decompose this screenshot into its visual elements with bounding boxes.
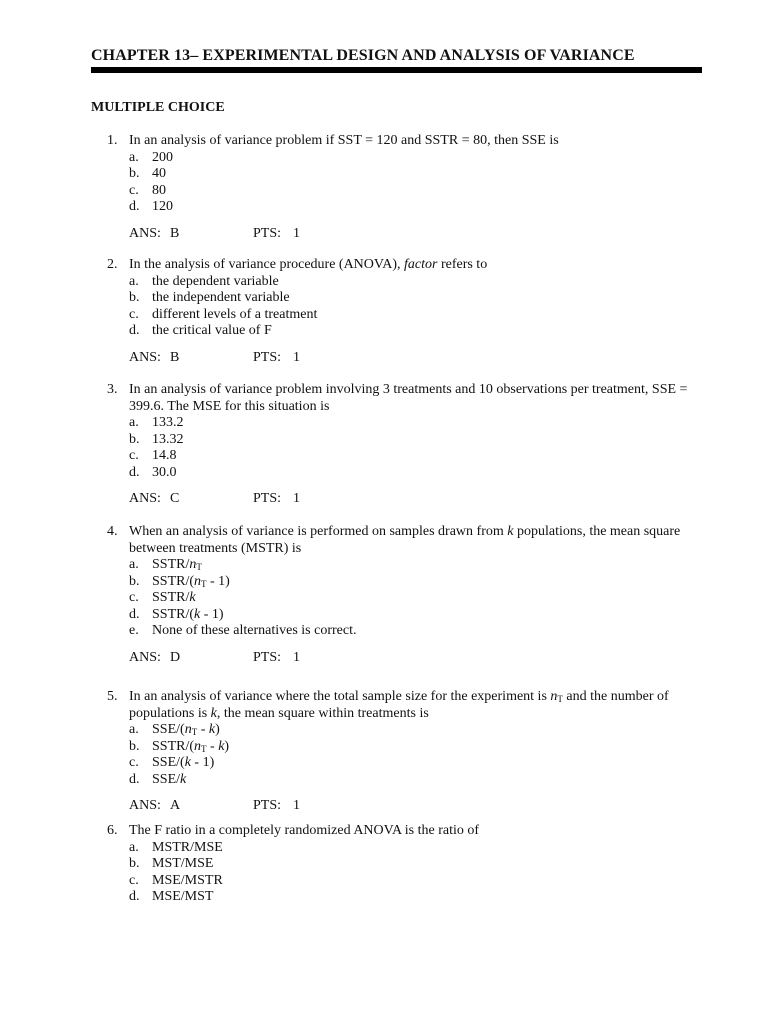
answer-value: B [170,225,180,241]
answer-key-line [91,226,702,243]
question-number: 2. [107,257,118,272]
answer-label: ANS: [129,649,161,665]
option-letter: b. [129,856,140,871]
question-stem-line [91,133,702,150]
points-value: 1 [293,349,300,365]
question-number: 1. [107,133,118,148]
option-text: the independent variable [152,290,290,305]
option-text: SSE/k [152,771,187,787]
option-text: 120 [152,199,173,214]
answer-value: C [170,491,180,506]
option-letter: b. [129,166,140,181]
question-number: 6. [107,823,118,838]
option-letter: d. [129,464,140,480]
answer-key-line [91,650,702,667]
question-stem-line [91,689,702,706]
question-stem-line [91,541,702,558]
option-letter: b. [129,431,140,447]
option-letter: d. [129,889,140,904]
option-text: SSTR/$n_T$ [152,557,202,572]
answer-option [91,607,702,624]
question-number: 5. [107,689,118,704]
option-letter: a. [129,273,139,289]
question-text: populations is k, the mean square within treatments is [129,705,429,721]
option-text: SSTR/$(n_T - 1)$ [152,573,230,589]
question-3 [91,382,702,506]
question-stem-line [91,524,702,541]
answer-key-line [91,350,702,367]
answer-option [91,557,702,574]
section-heading: MULTIPLE CHOICE [91,100,225,115]
option-letter: c. [129,448,139,463]
question-4 [91,524,702,665]
answer-option [91,856,702,873]
question-stem-line [91,399,702,416]
question-stem-line [91,706,702,723]
option-text: MST/MSE [152,856,214,871]
option-letter: e. [129,623,139,638]
option-text: SSE/(k - 1) [152,755,215,770]
answer-option [91,739,702,756]
option-letter: a. [129,839,139,855]
question-1 [91,133,702,241]
points-value: 1 [293,491,300,506]
option-letter: a. [129,557,139,572]
option-letter: a. [129,415,139,430]
answer-option [91,274,702,291]
option-text: 40 [152,166,166,181]
option-letter: c. [129,755,139,770]
answer-key-line [91,798,702,815]
question-text: When an analysis of variance is performed on samples drawn from k populations, the mean square [129,524,681,539]
question-text: In an analysis of variance where the total sample size for the experiment is $n_T$ and the number of [129,689,669,704]
option-letter: d. [129,771,140,787]
answer-option [91,889,702,906]
points-label: PTS: [253,798,282,813]
answer-option [91,415,702,432]
option-letter: a. [129,149,139,165]
answer-option [91,722,702,739]
option-text: SSTR/(k - 1) [152,606,224,622]
points-value: 1 [293,649,300,665]
answer-option [91,448,702,465]
points-value: 1 [293,798,300,813]
answer-label: ANS: [129,491,161,506]
points-label: PTS: [253,349,282,365]
answer-label: ANS: [129,349,161,365]
points-label: PTS: [253,491,282,506]
answer-option [91,150,702,167]
option-text: SSE/$(n_T - k)$ [152,722,220,737]
option-text: MSE/MST [152,889,214,904]
option-letter: d. [129,199,140,214]
option-letter: d. [129,606,140,622]
question-number: 3. [107,382,118,397]
option-letter: d. [129,323,140,338]
option-text: 13.32 [152,431,184,447]
answer-value: B [170,349,180,365]
answer-option [91,323,702,340]
question-2 [91,257,702,365]
option-text: different levels of a treatment [152,306,318,322]
answer-value: A [170,798,181,813]
option-text: MSE/MSTR [152,872,223,888]
answer-label: ANS: [129,225,161,241]
answer-key-line [91,491,702,508]
points-value: 1 [293,225,300,241]
option-text: 200 [152,149,173,165]
question-text: In an analysis of variance problem involving 3 treatments and 10 observations per treatment, SSE = [129,382,688,397]
question-text: In an analysis of variance problem if SST = 120 and SSTR = 80, then SSE is [129,133,559,148]
option-letter: c. [129,590,139,605]
answer-label: ANS: [129,798,161,813]
answer-option [91,623,702,640]
answer-option [91,465,702,482]
title-rule [91,67,702,73]
question-5 [91,689,702,813]
question-text: The F ratio in a completely randomized ANOVA is the ratio of [129,823,480,838]
option-letter: a. [129,722,139,737]
question-text: In the analysis of variance procedure (ANOVA), factor refers to [129,257,488,272]
answer-option [91,307,702,324]
question-stem-line [91,823,702,840]
option-letter: b. [129,738,140,754]
option-text: None of these alternatives is correct. [152,623,357,638]
option-text: SSTR/k [152,590,196,605]
option-text: 30.0 [152,464,177,480]
chapter-title: CHAPTER 13– EXPERIMENTAL DESIGN AND ANALYSIS OF VARIANCE [91,47,635,64]
option-letter: c. [129,872,139,888]
answer-option [91,290,702,307]
option-text: the critical value of F [152,323,272,338]
option-letter: b. [129,573,140,589]
question-stem-line [91,257,702,274]
answer-option [91,590,702,607]
answer-option [91,432,702,449]
answer-option [91,772,702,789]
question-stem-line [91,382,702,399]
points-label: PTS: [253,649,282,665]
question-6 [91,823,702,906]
points-label: PTS: [253,225,282,241]
option-letter: c. [129,182,139,198]
question-text: between treatments (MSTR) is [129,540,302,556]
answer-value: D [170,649,181,665]
answer-option [91,755,702,772]
option-text: the dependent variable [152,273,279,289]
option-letter: b. [129,290,140,305]
option-text: 133.2 [152,415,184,430]
option-text: 80 [152,182,166,198]
option-text: SSTR/$(n_T - k)$ [152,738,230,754]
answer-option [91,873,702,890]
answer-option [91,574,702,591]
answer-option [91,183,702,200]
option-text: MSTR/MSE [152,839,223,855]
option-text: 14.8 [152,448,177,463]
answer-option [91,840,702,857]
question-text: 399.6. The MSE for this situation is [129,398,330,414]
answer-option [91,166,702,183]
option-letter: c. [129,306,139,322]
answer-option [91,199,702,216]
question-number: 4. [107,524,118,539]
